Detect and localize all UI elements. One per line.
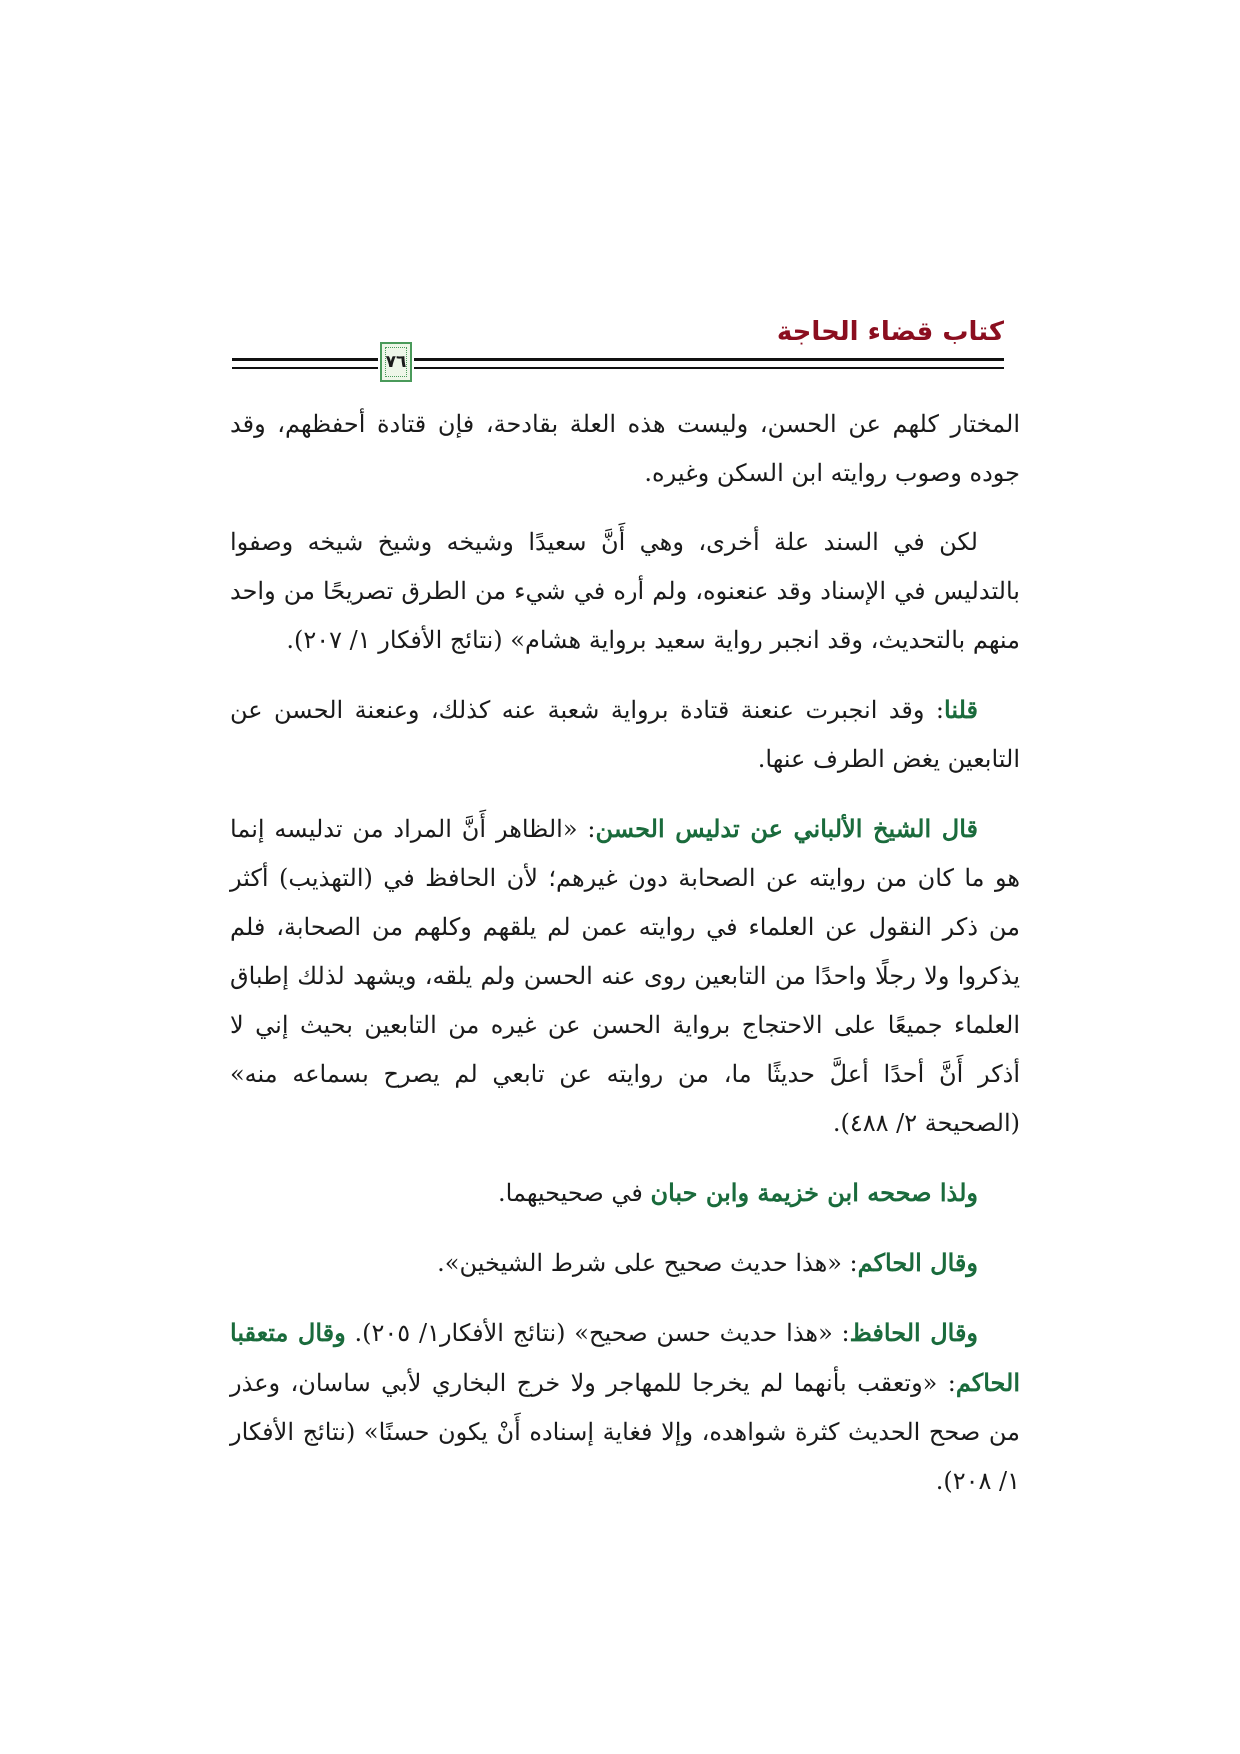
paragraph-lead: قال الشيخ الألباني عن تدليس الحسن [595, 814, 979, 843]
paragraph-text: : «هذا حديث صحيح على شرط الشيخين». [437, 1249, 858, 1277]
paragraph-4 [230, 804, 1020, 1148]
header-rule-left-top [232, 358, 378, 361]
paragraph-lead: وقال الحاكم [857, 1248, 978, 1277]
paragraph-7 [230, 1308, 1020, 1506]
paragraph-6 [230, 1238, 1020, 1288]
paragraph-text: : «الظاهر أَنَّ المراد من تدليسه إنما هو ما كان من روايته عن الصحابة دون غيرهم؛ لأن الحافظ في (التهذيب) أكثر من ذكر النقول عن العلماء في روايته عمن لم يلقهم وكلهم من الصحابة، فلم يذكروا ولا رجلًا واحدًا من التابعين روى عنه الحسن ولم يلقه، ويشهد لذلك إطباق العلماء جميعًا على الاحتجاج برواية الحسن عن غيره من التابعين بحيث إني لا أذكر أَنَّ أحدًا أعلَّ حديثًا ما، من روايته عن تابعي لم يصرح بسماعه منه» (الصحيحة ٢/ ٤٨٨). [230, 815, 1020, 1137]
header-rule-top [414, 358, 1004, 361]
page-number-badge [380, 342, 412, 382]
paragraph-text: : وقد انجبرت عنعنة قتادة برواية شعبة عنه كذلك، وعنعنة الحسن عن التابعين يغض الطرف عنها. [230, 696, 1020, 773]
paragraph-lead: قلنا [944, 695, 978, 724]
paragraph-2 [230, 518, 1020, 665]
paragraph-5 [230, 1168, 1020, 1218]
paragraph-text: المختار كلهم عن الحسن، وليست هذه العلة بقادحة، فإن قتادة أحفظهم، وقد جوده وصوب روايته ابن السكن وغيره. [230, 410, 1020, 487]
header-rule-left-bottom [232, 367, 378, 369]
paragraph-lead: ولذا صححه ابن خزيمة وابن حبان [650, 1178, 978, 1207]
paragraph-text: لكن في السند علة أخرى، وهي أَنَّ سعيدًا وشيخه وشيخ شيخه وصفوا بالتدليس في الإسناد وقد عنعنوه، ولم أره في شيء من الطرق تصريحًا من واحد منهم بالتحديث، وقد انجبر رواية سعيد برواية هشام» (نتائج الأفكار ١/ ٢٠٧). [230, 528, 1020, 654]
paragraph-text-2: : «وتعقب بأنهما لم يخرجا للمهاجر ولا خرج البخاري لأبي ساسان، وعذر من صحح الحديث كثرة شواهده، وإلا فغاية إسناده أَنْ يكون حسنًا» (نتائج الأفكار ١/ ٢٠٨). [230, 1369, 1020, 1495]
paragraph-text: في صحيحيهما. [498, 1179, 651, 1207]
header-rule-bottom [414, 367, 1004, 369]
paragraph-lead: وقال الحافظ [849, 1318, 979, 1347]
paragraph-text: : «هذا حديث حسن صحيح» (نتائج الأفكار١/ ٢٠٥). [345, 1319, 850, 1347]
book-title: كتاب قضاء الحاجة [776, 317, 1004, 347]
paragraph-3 [230, 685, 1020, 784]
page-body [230, 400, 1020, 1526]
page-number: ٧٦ [385, 352, 407, 372]
paragraph-lead-2: وقال متعقبا الحاكم [230, 1318, 1020, 1397]
paragraph-1 [230, 400, 1020, 498]
